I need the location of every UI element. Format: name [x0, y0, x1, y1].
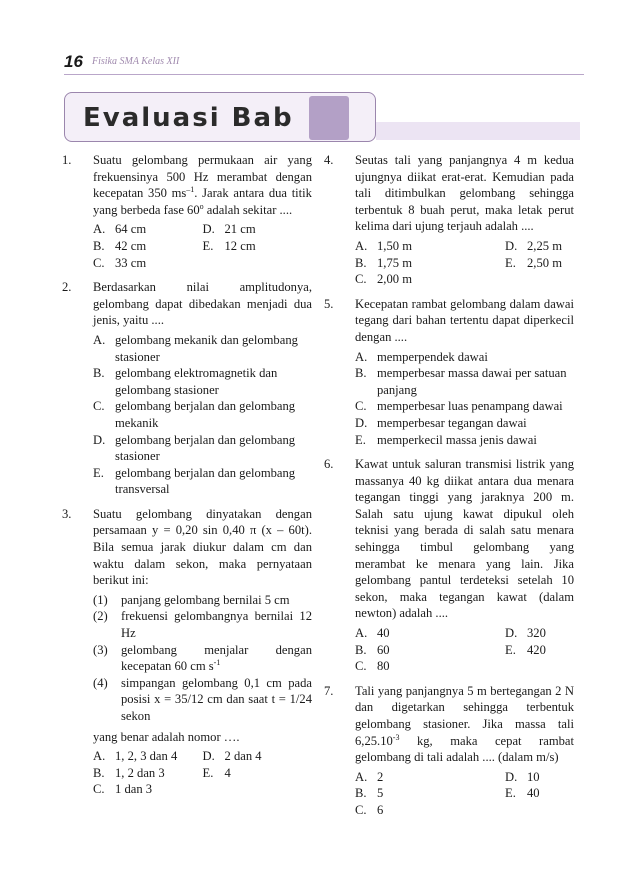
option[interactable]: C. 33 cm [93, 255, 147, 270]
option[interactable]: D. 10 [505, 769, 540, 784]
option[interactable]: A. 40 [355, 626, 390, 641]
option[interactable]: E. 4 [202, 765, 231, 780]
question-text: Suatu gelombang permukaan air yang frekuensinya 500 Hz merambat dengan kecepatan 350 $ms^{-1}$. Jarak antara dua titik yang berbeda fase 60$^o$ adalah sekitar .... [93, 153, 312, 217]
option[interactable]: D. memperbesar tegangan dawai [355, 415, 527, 430]
option[interactable]: D. 21 cm [202, 222, 256, 237]
statement: (3) gelombang menjalar dengan kecepatan 60 cm $s^{-1}$ [93, 642, 312, 674]
statements [93, 592, 312, 725]
header-rule [64, 74, 584, 75]
statement: (4) simpangan gelombang 0,1 cm pada posisi x = 35/12 cm dan saat t = 1/24 sekon [93, 675, 312, 723]
question-5 [324, 296, 574, 448]
option[interactable]: D. gelombang berjalan dan gelombang stasioner [93, 432, 296, 464]
question-number: 5. [324, 296, 334, 311]
question-stem-end: yang benar adalah nomor …. [93, 729, 240, 744]
question-7 [324, 683, 574, 819]
question-6 [324, 456, 574, 675]
question-4 [324, 152, 574, 288]
question-number: 7. [324, 683, 334, 698]
option[interactable]: B. 1,75 m [355, 255, 412, 270]
answer-options [355, 238, 574, 288]
option[interactable]: B. 1, 2 dan 3 [93, 765, 165, 780]
question-3 [62, 506, 312, 798]
statement: (2) frekuensi gelombangnya bernilai 12 Hz [93, 609, 312, 641]
running-head: Fisika SMA Kelas XII [92, 56, 180, 67]
option[interactable]: C. gelombang berjalan dan gelombang mekanik [93, 399, 296, 430]
question-number: 4. [324, 153, 334, 167]
question-1 [62, 152, 312, 271]
banner-bar [376, 122, 580, 140]
question-number: 2. [62, 280, 72, 295]
answer-options [355, 625, 574, 675]
option[interactable]: D. 2,25 m [505, 238, 562, 253]
question-number: 6. [324, 457, 334, 472]
question-text: Berdasarkan nilai amplitudonya, gelombang dapat dibedakan menjadi dua jenis, yaitu .... [93, 280, 312, 328]
option[interactable]: A. 64 cm [93, 222, 147, 237]
question-text: Suatu gelombang dinyatakan dengan persamaan y = 0,20 sin 0,40 π (x – 60t). Bila semua jarak diukur dalam cm dan waktu dalam sekon, maka pernyataan berikut ini: [93, 506, 312, 588]
question-text: Tali yang panjangnya 5 m bertegangan 2 N dan digetarkan sehingga terbentuk gelombang stasioner. Jika massa tali $6,25.10^{-3}$ kg, maka cepat rambat gelombang di tali adalah .... (dalam m/s) [355, 683, 574, 765]
option[interactable]: E. memperkecil massa jenis dawai [355, 432, 537, 447]
option[interactable]: D. 2 dan 4 [202, 749, 262, 764]
option[interactable]: C. memperbesar luas penampang dawai [355, 399, 563, 414]
option[interactable]: C. 2,00 m [355, 272, 412, 287]
question-text: Kawat untuk saluran transmisi listrik yang massanya 40 kg diikat antara dua menara tegangan tinggi yang jaraknya 200 m. Salah satu ujung kawat dipukul oleh teknisi yang berada di salah satu menara sehingga timbul gelombang yang merambat ke menara yang lain. Jika gelombang pantul terdeteksi setelah 10 sekon, maka tegangan kawat (dalam newton) adalah .... [355, 457, 574, 621]
answer-options [355, 769, 574, 819]
option[interactable]: C. 80 [355, 659, 390, 674]
left-column [62, 152, 312, 806]
chapter-evaluation-banner [64, 92, 580, 144]
option[interactable]: C. 1 dan 3 [93, 782, 153, 797]
answer-options [355, 349, 574, 449]
option[interactable]: C. 6 [355, 802, 384, 817]
option[interactable]: E. 12 cm [202, 238, 256, 253]
option[interactable]: E. 2,50 m [505, 255, 562, 270]
option[interactable]: A. gelombang mekanik dan gelombang stasioner [93, 332, 298, 364]
right-column [324, 152, 574, 827]
banner-title: Evaluasi Bab [83, 103, 294, 133]
option[interactable]: E. 420 [505, 642, 546, 657]
option[interactable]: A. 1, 2, 3 dan 4 [93, 749, 178, 764]
answer-options [93, 748, 312, 798]
banner-square [309, 96, 349, 140]
statement: (1) panjang gelombang bernilai 5 cm [93, 592, 290, 607]
option[interactable]: D. 320 [505, 626, 546, 641]
question-number: 1. [62, 153, 72, 167]
option[interactable]: E. gelombang berjalan dan gelombang transversal [93, 465, 296, 497]
question-2 [62, 279, 312, 498]
question-text: Seutas tali yang panjangnya 4 m kedua ujungnya diikat erat-erat. Kemudian pada tali ditimbulkan gelombang sehingga terbentuk 8 buah perut, maka letak perut kelima dari ujung terjauh adalah .... [355, 153, 574, 234]
option[interactable]: A. 2 [355, 769, 384, 784]
question-text: Kecepatan rambat gelombang dalam dawai tegang dari bahan tertentu dapat diperkecil dengan .... [355, 296, 574, 344]
answer-options [93, 332, 312, 498]
page-number: 16 [64, 52, 83, 71]
option[interactable]: B. 42 cm [93, 238, 147, 253]
option[interactable]: B. 5 [355, 786, 384, 801]
option[interactable]: B. 60 [355, 642, 390, 657]
option[interactable]: A. 1,50 m [355, 238, 412, 253]
answer-options [93, 221, 312, 271]
option[interactable]: B. memperbesar massa dawai per satuan panjang [355, 366, 567, 397]
banner-box [64, 92, 376, 142]
option[interactable]: A. memperpendek dawai [355, 349, 488, 364]
question-number: 3. [62, 506, 72, 521]
option[interactable]: B. gelombang elektromagnetik dan gelombang stasioner [93, 366, 278, 397]
option[interactable]: E. 40 [505, 786, 540, 801]
